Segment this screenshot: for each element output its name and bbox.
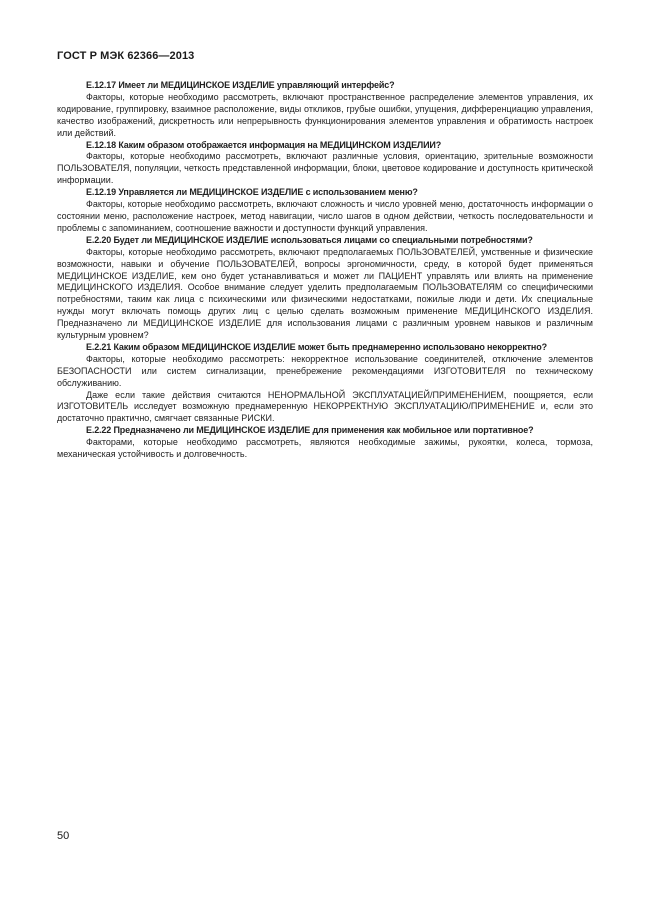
section-paragraph: Факторы, которые необходимо рассмотреть, включают пространственное распределение элементов управления, их кодирование, группировку, взаимное расположение, виды откликов, грубые ошибки, упущения, дифференциацию управления, качество изображений, дискретность или непрерывность функционирования элементов управления и обратимость настроек или действий. — [57, 91, 593, 138]
section-heading: Е.2.22 Предназначено ли МЕДИЦИНСКОЕ ИЗДЕЛИЕ для применения как мобильное или портативное? — [86, 425, 534, 436]
section-paragraph: Факторы, которые необходимо рассмотреть, включают различные условия, ориентацию, зрительные возможности ПОЛЬЗОВАТЕЛЯ, популяции, четкость представленной информации, блоки, цветовое кодирование и доступность критической информации. — [57, 151, 593, 186]
section-heading: Е.2.20 Будет ли МЕДИЦИНСКОЕ ИЗДЕЛИЕ использоваться лицами со специальными потребностями? — [86, 234, 533, 245]
section-heading: Е.12.17 Имеет ли МЕДИЦИНСКОЕ ИЗДЕЛИЕ управляющий интерфейс? — [86, 80, 395, 90]
page-number: 50 — [57, 830, 70, 842]
document-header: ГОСТ Р МЭК 62366—2013 — [57, 50, 195, 62]
section-paragraph: Факторы, которые необходимо рассмотреть, включают предполагаемых ПОЛЬЗОВАТЕЛЕЙ, умственные и физические возможности, навыки и обучение ПОЛЬЗОВАТЕЛЕЙ, вопросы эргономичности, среду, в которой будет применяться МЕДИЦИНСКОЕ ИЗДЕЛИЕ, кем оно будет устанавливаться и может ли ПАЦИЕНТ управлять или влиять на применение МЕДИЦИНСКОГО ИЗДЕЛИЯ. Особое внимание следует уделить предполагаемым ПОЛЬЗОВАТЕЛЯМ со специфическими потребностями, таким как лица с психическими или физическими недостатками, пожилые люди и дети. Их специальные нужды могут включать помощь других лиц с целью сделать возможным применение МЕДИЦИНСКОГО ИЗДЕЛИЯ. Предназначено ли МЕДИЦИНСКОЕ ИЗДЕЛИЕ для использования лицами с различным уровнем навыков и различным культурным уровнем? — [57, 246, 593, 341]
section-heading: Е.12.19 Управляется ли МЕДИЦИНСКОЕ ИЗДЕЛИЕ с использованием меню? — [86, 187, 418, 198]
section-heading: Е.12.18 Каким образом отображается информация на МЕДИЦИНСКОМ ИЗДЕЛИИ? — [86, 139, 442, 150]
section-paragraph: Даже если такие действия считаются НЕНОРМАЛЬНОЙ ЭКСПЛУАТАЦИЕЙ/ПРИМЕНЕНИЕМ, поощряется, если ИЗГОТОВИТЕЛЬ исследует возможную преднамеренную НЕКОРРЕКТНУЮ ЭКСПЛУАТАЦИЮ/ПРИМЕНЕНИЕ и, если это достаточно практично, смягчает связанные РИСКИ. — [57, 389, 593, 424]
section-paragraph: Факторами, которые необходимо рассмотреть, являются необходимые зажимы, рукоятки, колеса, тормоза, механическая устойчивость и долговечность. — [57, 437, 593, 460]
section-paragraph: Факторы, которые необходимо рассмотреть: некорректное использование соединителей, отключение элементов БЕЗОПАСНОСТИ или систем сигнализации, пренебрежение рекомендациями ИЗГОТОВИТЕЛЯ по техническому обслуживанию. — [57, 353, 593, 388]
section-heading: Е.2.21 Каким образом МЕДИЦИНСКОЕ ИЗДЕЛИЕ может быть преднамеренно использовано некорректно? — [86, 341, 547, 352]
document-body — [57, 80, 593, 461]
section-paragraph: Факторы, которые необходимо рассмотреть, включают сложность и число уровней меню, достаточность информации о состоянии меню, расположение настроек, метод навигации, число шагов в одном действии, четкость последовательности и проблемы с запоминанием, соотношение важности и доступности функций управления. — [57, 199, 593, 233]
